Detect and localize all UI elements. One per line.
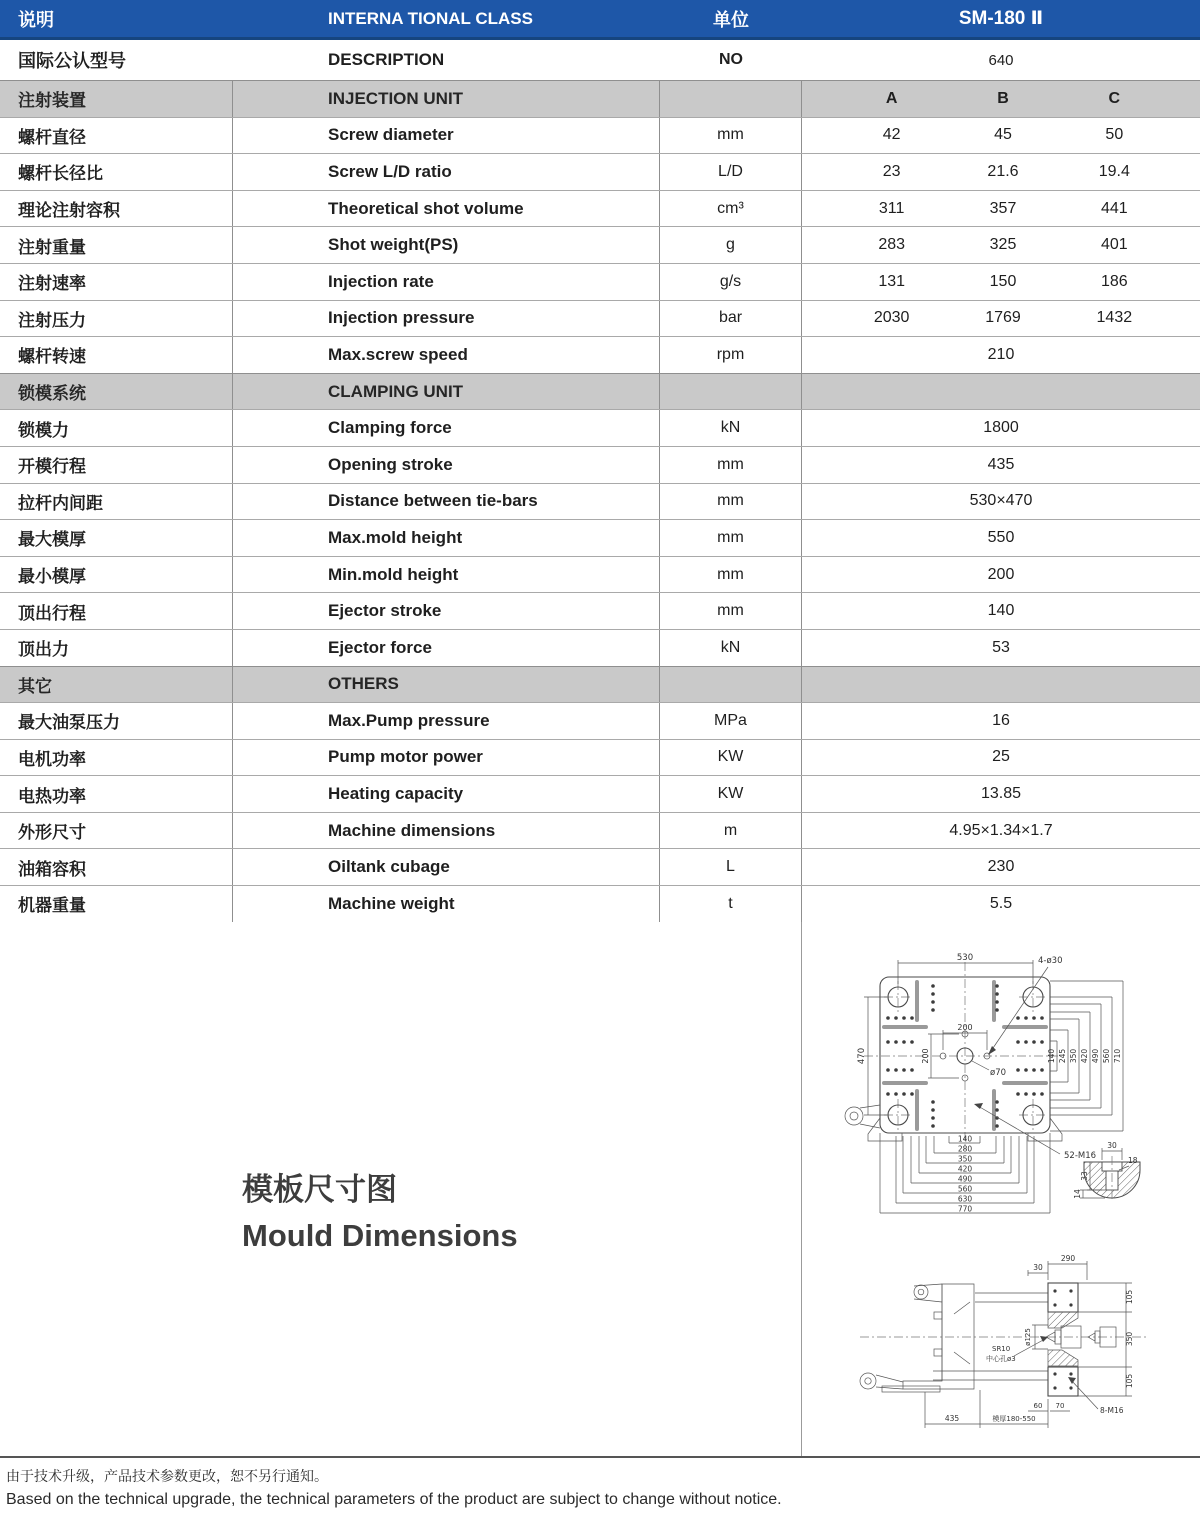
row-label-zh: 最大模厚 xyxy=(0,520,233,556)
row-value: 5.5 xyxy=(989,894,1013,912)
row-unit xyxy=(660,667,802,703)
value-c: 186 xyxy=(1100,272,1128,290)
row-unit: mm xyxy=(660,484,802,520)
row-values xyxy=(802,191,1200,227)
row-label-en: Min.mold height xyxy=(233,557,660,593)
dim-label: 模厚180-550 xyxy=(992,1414,1036,1423)
dim-label: 140 xyxy=(957,1134,973,1144)
dim-label: 4-ø30 xyxy=(1038,955,1063,966)
row-label-en: Max.mold height xyxy=(233,520,660,556)
row-label-en: Max.Pump pressure xyxy=(233,703,660,739)
row-unit: KW xyxy=(660,740,802,776)
dim-label: 560 xyxy=(957,1184,973,1194)
dim-label: 18 xyxy=(1128,1155,1138,1165)
value-a: 23 xyxy=(882,162,901,180)
row-unit: mm xyxy=(660,593,802,629)
row-value: 16 xyxy=(992,711,1010,729)
row-values xyxy=(802,264,1200,300)
row-unit: cm³ xyxy=(660,191,802,227)
value-b: 1769 xyxy=(985,309,1021,327)
header-desc-zh: 说明 xyxy=(18,9,54,30)
row-label-en: Ejector force xyxy=(233,630,660,666)
row-label-en: Oiltank cubage xyxy=(233,849,660,885)
dim-label: 200 xyxy=(957,1022,973,1032)
section-row-injection-unit xyxy=(0,80,1200,117)
spec-row-ejector-stroke xyxy=(0,592,1200,629)
mould-drawings xyxy=(802,922,1200,1456)
section-row-others xyxy=(0,666,1200,703)
row-unit: mm xyxy=(660,520,802,556)
subheader-en: DESCRIPTION xyxy=(328,50,445,69)
spec-row-shot-volume xyxy=(0,190,1200,227)
row-label-zh: 锁模系统 xyxy=(0,374,233,410)
row-label-en: Shot weight(PS) xyxy=(233,227,660,263)
row-unit: mm xyxy=(660,447,802,483)
value-a: 42 xyxy=(882,126,901,144)
spec-row-min-mold-height xyxy=(0,556,1200,593)
row-label-en: Screw diameter xyxy=(233,118,660,154)
row-value: 550 xyxy=(987,528,1015,546)
row-value xyxy=(802,374,1200,410)
dim-label: 8-M16 xyxy=(1100,1405,1124,1415)
spec-row-heating-capacity xyxy=(0,775,1200,812)
dim-label: 14 xyxy=(1073,1188,1082,1199)
spec-row-injection-pressure xyxy=(0,300,1200,337)
dim-label: ø125 xyxy=(1024,1327,1032,1346)
row-values xyxy=(802,301,1200,337)
mould-title-en: Mould Dimensions xyxy=(242,1217,518,1253)
section-row-clamping-unit xyxy=(0,373,1200,410)
value-a: 283 xyxy=(878,236,906,254)
value-a: 311 xyxy=(878,199,905,217)
dim-label: 420 xyxy=(1080,1048,1089,1063)
row-value: 25 xyxy=(992,748,1010,766)
row-value xyxy=(802,667,1200,703)
spec-row-motor-power xyxy=(0,739,1200,776)
row-unit: t xyxy=(660,886,802,922)
row-label-zh: 最小模厚 xyxy=(0,557,233,593)
dim-label: 770 xyxy=(957,1204,973,1214)
row-label-zh: 外形尺寸 xyxy=(0,813,233,849)
row-unit: kN xyxy=(660,630,802,666)
row-unit: mm xyxy=(660,557,802,593)
row-label-zh: 电热功率 xyxy=(0,776,233,812)
value-a: 2030 xyxy=(873,309,910,327)
dim-label: 70 xyxy=(1055,1401,1065,1410)
mould-title-block xyxy=(0,922,802,1456)
row-label-zh: 注射装置 xyxy=(0,81,233,117)
platen-drawings-svg xyxy=(802,922,1200,1458)
footer-notice xyxy=(0,1458,1200,1509)
dim-label: 560 xyxy=(1102,1048,1111,1063)
header-class: INTERNA TIONAL CLASS xyxy=(328,8,533,28)
row-label-zh: 顶出行程 xyxy=(0,593,233,629)
dim-label: 280 xyxy=(957,1144,973,1154)
row-label-zh: 顶出力 xyxy=(0,630,233,666)
row-value: 210 xyxy=(987,345,1015,363)
value-c: 50 xyxy=(1105,126,1124,144)
row-unit: bar xyxy=(660,301,802,337)
row-values xyxy=(802,154,1200,190)
dim-label: SR10 xyxy=(992,1344,1011,1353)
row-value: 200 xyxy=(987,565,1015,583)
value-b: 45 xyxy=(994,126,1012,144)
row-value: 140 xyxy=(987,602,1015,620)
row-value: 13.85 xyxy=(980,785,1022,803)
dim-label: 30 xyxy=(1107,1140,1117,1150)
value-c: 1432 xyxy=(1096,309,1133,327)
header-unit-zh: 单位 xyxy=(713,9,749,30)
row-label-en: Injection rate xyxy=(233,264,660,300)
dim-label: 中心孔ø3 xyxy=(986,1354,1016,1363)
spec-row-tie-bar-distance xyxy=(0,483,1200,520)
dim-label: 350 xyxy=(1125,1331,1134,1346)
spec-row-ejector-force xyxy=(0,629,1200,666)
row-label-zh: 锁模力 xyxy=(0,410,233,446)
row-unit: mm xyxy=(660,118,802,154)
row-label-zh: 油箱容积 xyxy=(0,849,233,885)
row-label-zh: 电机功率 xyxy=(0,740,233,776)
row-label-en: Ejector stroke xyxy=(233,593,660,629)
value-b: 21.6 xyxy=(987,162,1019,180)
row-label-zh: 注射压力 xyxy=(0,301,233,337)
row-label-zh: 螺杆转速 xyxy=(0,337,233,373)
footer-note-zh: 由于技术升级，产品技术参数更改，恕不另行通知。 xyxy=(6,1467,328,1484)
spec-row-screw-diameter xyxy=(0,117,1200,154)
row-unit: MPa xyxy=(660,703,802,739)
spec-row-machine-weight xyxy=(0,885,1200,922)
footer-note-en: Based on the technical upgrade, the technical parameters of the product are subject to change without notice. xyxy=(6,1490,782,1508)
dim-label: 105 xyxy=(1125,1373,1134,1388)
spec-row-injection-rate xyxy=(0,263,1200,300)
dim-label: 420 xyxy=(957,1164,973,1174)
row-unit: KW xyxy=(660,776,802,812)
row-label-zh: 机器重量 xyxy=(0,886,233,922)
row-label-zh: 螺杆直径 xyxy=(0,118,233,154)
row-unit: m xyxy=(660,813,802,849)
row-unit: g xyxy=(660,227,802,263)
subheader-zh: 国际公认型号 xyxy=(18,51,126,71)
value-a: 131 xyxy=(878,272,906,290)
spec-row-max-mold-height xyxy=(0,519,1200,556)
dim-label: 290 xyxy=(1060,1253,1076,1263)
mould-dimensions-section xyxy=(0,922,1200,1458)
dim-label: 140 xyxy=(1047,1048,1056,1063)
row-label-en: Theoretical shot volume xyxy=(233,191,660,227)
row-label-en: CLAMPING UNIT xyxy=(233,374,660,410)
row-label-zh: 开模行程 xyxy=(0,447,233,483)
dim-label: 490 xyxy=(957,1174,973,1184)
dim-label: 710 xyxy=(1113,1048,1122,1063)
row-label-en: Screw L/D ratio xyxy=(233,154,660,190)
dim-label: 350 xyxy=(1069,1048,1078,1063)
row-value: 530×470 xyxy=(969,492,1033,510)
dim-label: 435 xyxy=(944,1413,960,1423)
row-label-zh: 理论注射容积 xyxy=(0,191,233,227)
dim-label: 350 xyxy=(957,1154,973,1164)
row-label-zh: 注射重量 xyxy=(0,227,233,263)
value-c: 401 xyxy=(1100,236,1128,254)
row-label-zh: 拉杆内间距 xyxy=(0,484,233,520)
col-c-header: C xyxy=(1108,89,1121,107)
dim-label: 630 xyxy=(957,1194,973,1204)
subheader-row xyxy=(0,40,1200,80)
spec-row-pump-pressure xyxy=(0,702,1200,739)
row-unit: g/s xyxy=(660,264,802,300)
spec-row-screw-speed xyxy=(0,336,1200,373)
dim-label: 33 xyxy=(1080,1170,1089,1181)
dim-label: 470 xyxy=(857,1047,867,1064)
dim-label: ø70 xyxy=(990,1067,1007,1078)
subheader-unit: NO xyxy=(719,51,743,68)
dim-label: 200 xyxy=(921,1048,930,1064)
row-label-zh: 注射速率 xyxy=(0,264,233,300)
dim-label: 245 xyxy=(1058,1048,1067,1063)
row-label-en: Machine weight xyxy=(233,886,660,922)
row-label-en: Max.screw speed xyxy=(233,337,660,373)
value-b: 357 xyxy=(989,199,1017,217)
spec-row-machine-dimensions xyxy=(0,812,1200,849)
row-label-en: Pump motor power xyxy=(233,740,660,776)
dim-label: 105 xyxy=(1125,1289,1134,1304)
clamping-unit-silhouette xyxy=(860,1284,974,1392)
spec-row-oiltank-cubage xyxy=(0,848,1200,885)
row-unit: rpm xyxy=(660,337,802,373)
value-b: 325 xyxy=(989,236,1017,254)
row-value: 53 xyxy=(992,638,1010,656)
row-label-zh: 螺杆长径比 xyxy=(0,154,233,190)
dim-label: 30 xyxy=(1033,1262,1043,1272)
row-label-en: Machine dimensions xyxy=(233,813,660,849)
row-label-en: Clamping force xyxy=(233,410,660,446)
row-unit xyxy=(660,374,802,410)
row-label-en: Heating capacity xyxy=(233,776,660,812)
row-unit xyxy=(660,81,802,117)
row-label-en: Distance between tie-bars xyxy=(233,484,660,520)
row-unit: L xyxy=(660,849,802,885)
spec-row-clamping-force xyxy=(0,409,1200,446)
spec-row-screw-ld-ratio xyxy=(0,153,1200,190)
row-label-zh: 最大油泵压力 xyxy=(0,703,233,739)
dim-label: 52-M16 xyxy=(1064,1150,1097,1161)
row-values xyxy=(802,118,1200,154)
dim-label: 60 xyxy=(1033,1401,1043,1410)
row-label-en: INJECTION UNIT xyxy=(233,81,660,117)
front-view-drawing xyxy=(845,953,1140,1214)
subheader-value: 640 xyxy=(988,51,1014,69)
row-values xyxy=(802,227,1200,263)
spec-row-shot-weight xyxy=(0,226,1200,263)
dim-label: 530 xyxy=(956,952,974,963)
row-unit: kN xyxy=(660,410,802,446)
row-label-en: Injection pressure xyxy=(233,301,660,337)
row-label-zh: 其它 xyxy=(0,667,233,703)
mould-title-zh: 模板尺寸图 xyxy=(242,1171,397,1207)
row-value: 4.95×1.34×1.7 xyxy=(949,821,1053,839)
header-model: SM-180 Ⅱ xyxy=(958,8,1044,29)
table-header-row xyxy=(0,0,1200,40)
row-value: 435 xyxy=(987,455,1015,473)
dim-label: 490 xyxy=(1091,1048,1100,1063)
row-label-en: Opening stroke xyxy=(233,447,660,483)
value-c: 441 xyxy=(1100,199,1128,217)
column-headers-abc xyxy=(802,81,1200,117)
row-label-en: OTHERS xyxy=(233,667,660,703)
row-value: 1800 xyxy=(983,419,1019,437)
col-b-header: B xyxy=(997,89,1009,107)
value-b: 150 xyxy=(989,272,1017,290)
spec-row-opening-stroke xyxy=(0,446,1200,483)
row-value: 230 xyxy=(987,858,1015,876)
side-view-drawing xyxy=(860,1254,1147,1428)
value-c: 19.4 xyxy=(1098,162,1130,180)
row-unit: L/D xyxy=(660,154,802,190)
col-a-header: A xyxy=(885,89,898,107)
